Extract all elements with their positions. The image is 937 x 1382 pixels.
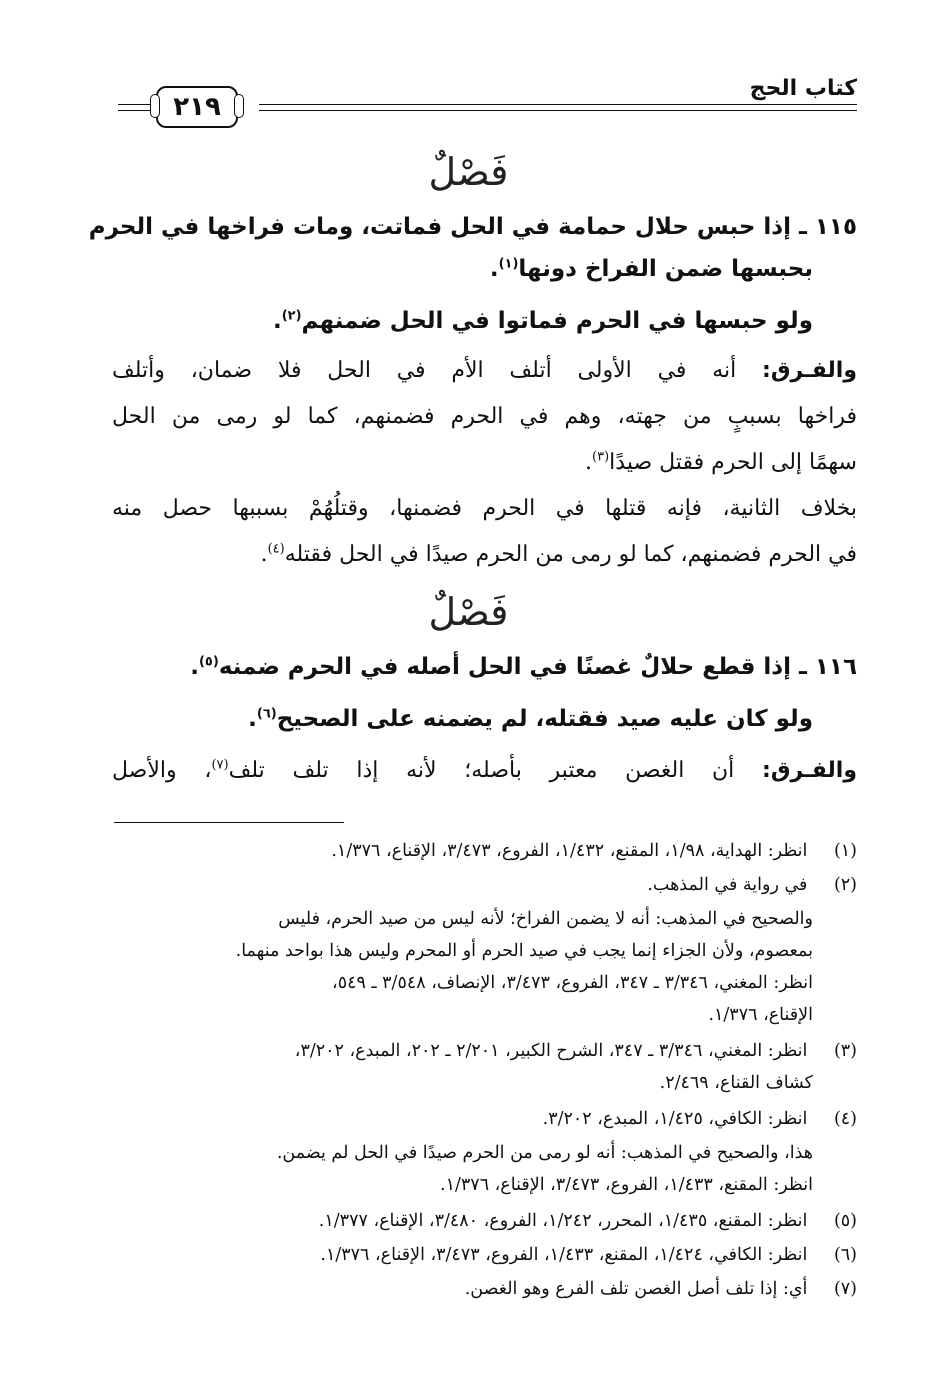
second-case-line2: [261, 540, 857, 570]
punctuation: .: [272, 308, 282, 334]
footnote-ref: (٢): [281, 308, 302, 324]
contrast-text: ولو كان عليه صيد فقتله، لم يضمنه على الصحيح: [276, 706, 813, 732]
farq-text: أنه في الأولى أتلف الأم في الحل فلا ضمان، وأتلف: [112, 358, 737, 383]
footnote-text: أي: إذا تلف أصل الغصن تلف الفرع وهو الغصن.: [464, 1279, 808, 1299]
footnote-ref: (٧): [211, 757, 229, 773]
page-number-frame: [156, 86, 238, 128]
footnote-ref: (٦): [256, 706, 277, 722]
footnote-2: [647, 872, 857, 898]
punctuation: .: [260, 542, 268, 567]
issue-115-line2: [490, 254, 813, 284]
footnote-ref: (١): [498, 256, 519, 272]
farq-text: سهمًا إلى الحرم فقتل صيدًا: [609, 450, 857, 475]
issue-116-line1: [190, 652, 857, 682]
footnote-1: [331, 838, 857, 864]
issue-115-text: بحبسها ضمن الفراخ دونها: [518, 256, 813, 282]
second-case-line1: بخلاف الثانية، فإنه قتلها في الحرم فضمنها، وقتلُهُمْ بسببها حصل منه: [112, 496, 857, 521]
footnote-6: [320, 1242, 857, 1268]
farq-115-line2: فراخها بسببٍ من جهته، وهم في الحرم فضمنهم، كما لو رمى من الحل: [112, 404, 857, 429]
footnote-5: [319, 1208, 857, 1234]
farq-text: أن الغصن معتبر بأصله؛ لأنه إذا تلف تلف: [228, 758, 735, 783]
footnote-4-line2: هذا، والصحيح في المذهب: أنه لو رمى من الحرم صيدًا في الحل لم يضمن.: [276, 1143, 813, 1163]
footnote-separator: [114, 822, 344, 823]
footnote-number: (٤): [833, 1109, 857, 1129]
footnote-text: انظر: الهداية، ١/٩٨، المقنع، ١/٤٣٢، الفروع، ٣/٤٧٣، الإقناع، ١/٣٧٦.: [331, 841, 808, 861]
footnote-text: انظر: المغني، ٣/٣٤٦ ـ ٣٤٧، الشرح الكبير، ٢/٢٠١ ـ ٢٠٢، المبدع، ٣/٢٠٢،: [294, 1041, 808, 1061]
footnote-ref: (٤): [267, 541, 285, 557]
footnote-text: انظر: الكافي، ١/٤٢٤، المقنع، ١/٤٣٣، الفروع، ٣/٤٧٣، الإقناع، ١/٣٧٦.: [320, 1245, 808, 1265]
footnote-ref: (٣): [592, 449, 610, 465]
second-case-text: في الحرم فضمنهم، كما لو رمى من الحرم صيدًا في الحل فقتله: [284, 542, 857, 567]
punctuation: .: [190, 654, 199, 680]
header-rule: [118, 110, 154, 111]
farq-label: والفـرق:: [762, 358, 857, 383]
farq-label: والفـرق:: [762, 758, 858, 783]
contrast-115: [273, 306, 813, 336]
issue-115-line1: ١١٥ ـ إذا حبس حلال حمامة في الحل فماتت، ومات فراخها في الحرم: [88, 214, 857, 240]
section-heading: فَصْلٌ: [428, 590, 509, 634]
punctuation: .: [585, 450, 593, 475]
header-rule: [259, 110, 857, 111]
footnote-2-line2: والصحيح في المذهب: أنه لا يضمن الفراخ؛ لأنه ليس من صيد الحرم، فليس: [278, 909, 813, 929]
footnote-number: (٣): [833, 1041, 857, 1061]
footnote-4: [543, 1106, 857, 1132]
contrast-text: ولو حبسها في الحرم فماتوا في الحل ضمنهم: [301, 308, 813, 334]
farq-116-line1: [112, 756, 857, 786]
issue-116-text: ١١٦ ـ إذا قطع حلالٌ غصنًا في الحل أصله في الحرم ضمنه: [218, 654, 857, 680]
footnote-text: انظر: الكافي، ١/٤٢٥، المبدع، ٣/٢٠٢.: [542, 1109, 808, 1129]
footnote-text: في رواية في المذهب.: [647, 875, 808, 895]
chapter-title: كتاب الحج: [749, 76, 857, 101]
punctuation: .: [489, 256, 499, 282]
section-heading: فَصْلٌ: [428, 150, 509, 194]
footnote-2-line4: انظر: المغني، ٣/٣٤٦ ـ ٣٤٧، الفروع، ٣/٤٧٣، الإنصاف، ٣/٥٤٨ ـ ٥٤٩،: [332, 973, 813, 993]
footnote-3: [295, 1038, 857, 1064]
footnote-number: (١): [833, 841, 857, 861]
footnote-number: (٢): [833, 875, 857, 895]
footnote-number: (٧): [833, 1279, 857, 1299]
farq-text-end: ، والأصل: [112, 758, 212, 783]
footnote-text: انظر: المقنع، ١/٤٣٥، المحرر، ١/٢٤٢، الفروع، ٣/٤٨٠، الإقناع، ١/٣٧٧.: [318, 1211, 808, 1231]
footnote-7: [465, 1276, 857, 1302]
footnote-number: (٦): [833, 1245, 857, 1265]
footnote-ref: (٥): [198, 654, 219, 670]
header-rule: [259, 104, 857, 105]
footnote-2-line3: بمعصوم، ولأن الجزاء إنما يجب في صيد الحرم أو المحرم وليس هذا بواحد منهما.: [235, 941, 813, 961]
farq-115-line3: [585, 448, 857, 478]
page-number: ٢١٩: [173, 92, 221, 122]
punctuation: .: [248, 706, 257, 732]
contrast-116: [248, 704, 813, 734]
footnote-3-line2: كشاف القناع، ٢/٤٦٩.: [659, 1073, 813, 1093]
header-rule: [118, 104, 154, 105]
footnote-2-line5: الإقناع، ١/٣٧٦.: [708, 1005, 813, 1025]
footnote-number: (٥): [833, 1211, 857, 1231]
footnote-4-line3: انظر: المقنع، ١/٤٣٣، الفروع، ٣/٤٧٣، الإقناع، ١/٣٧٦.: [440, 1175, 813, 1195]
farq-115-line1: [112, 356, 857, 386]
